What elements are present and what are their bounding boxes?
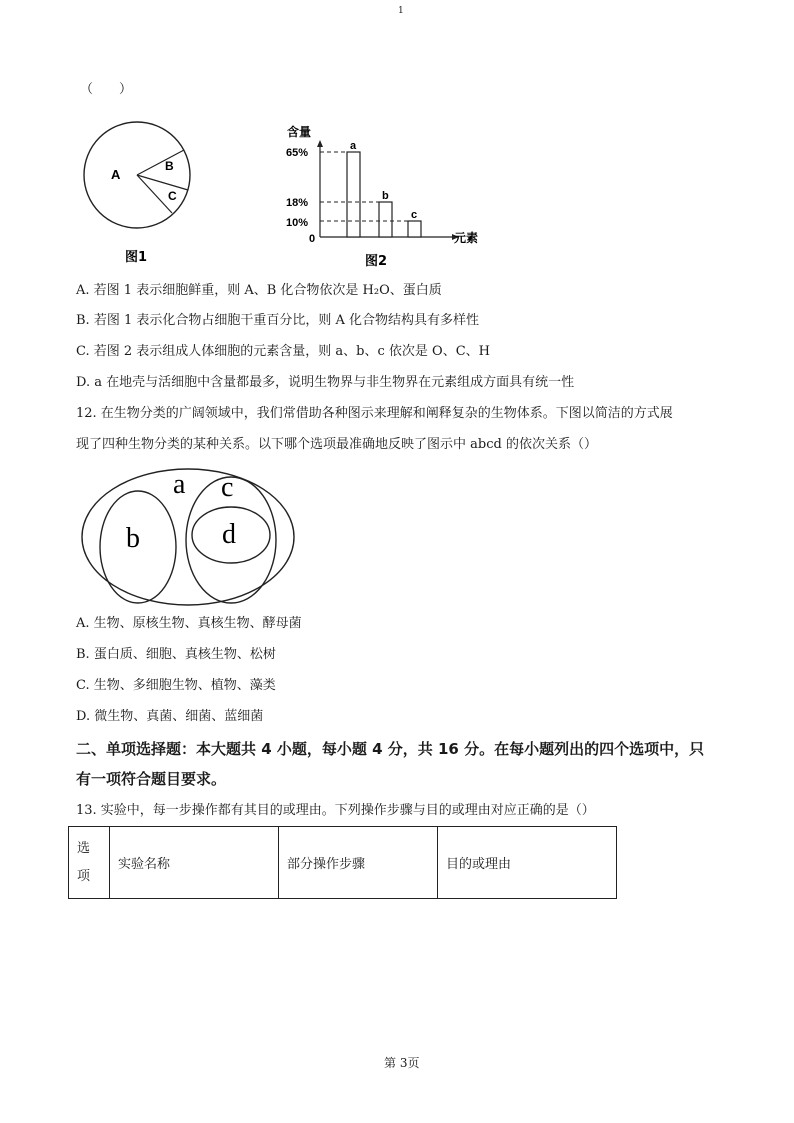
option-text: 若图 1 表示细胞鲜重，则 A、B 化合物依次是 H₂O、蛋白质 [93,283,442,298]
pie-label-b: B [165,159,174,173]
option-label: C. [76,344,90,359]
option-label: D. [76,709,91,724]
chart-ylabel: 含量 [287,125,312,139]
bar-label-c: c [411,209,418,221]
header-cell-steps: 部分操作步骤 [279,827,438,899]
q11-option-a [76,282,442,300]
option-text: 蛋白质、细胞、真核生物、松树 [93,647,276,662]
option-label: A. [76,283,90,298]
header-cell-option [69,827,110,899]
q12-option-b [76,646,276,664]
q12-stem-line1: 12. 在生物分类的广阔领域中，我们常借助各种图示来理解和阐释复杂的生物体系。下图以简洁的方式展 [76,406,673,421]
page-number: 第 3页 [384,1056,420,1070]
pie-sector-line-1 [137,150,184,175]
q13-table [68,826,617,899]
chart-xlabel: 元素 [454,231,479,245]
option-text: 微生物、真菌、细菌、蓝细菌 [94,709,264,724]
bar-c [408,221,421,237]
option-text: 若图 1 表示化合物占细胞干重百分比，则 A 化合物结构具有多样性 [93,313,480,328]
q11-option-d [76,374,574,392]
bar-a [347,152,360,237]
option-label: B. [76,313,90,328]
pie-label-a: A [111,167,121,182]
venn-label-b: b [126,523,140,554]
figure2-bar-chart [282,122,492,270]
section2-heading-line2: 有一项符合题目要求。 [76,770,227,788]
bar-label-b: b [382,190,389,202]
q13-stem: 13. 实验中，每一步操作都有其目的或理由。下列操作步骤与目的或理由对应正确的是（） [76,803,595,818]
venn-label-a: a [173,469,186,500]
option-text: 生物、多细胞生物、植物、藻类 [93,678,276,693]
y-axis-arrow [317,140,323,147]
q11-option-c [76,343,490,361]
option-text: 生物、原核生物、真核生物、酵母菌 [93,616,302,631]
bar-b [379,202,392,237]
figure2-caption: 图2 [365,254,388,269]
tick-10: 10% [286,217,309,229]
tick-18: 18% [286,197,309,209]
section2-heading-line1: 二、单项选择题：本大题共 4 小题，每小题 4 分，共 16 分。在每小题列出的四个选项中，只 [76,740,705,758]
page-top-mark: 1 [398,6,404,16]
q12-option-a [76,615,302,633]
q12-option-d [76,708,263,726]
q11-option-b [76,312,479,330]
tick-65: 65% [286,147,309,159]
q12-stem-line2: 现了四种生物分类的某种关系。以下哪个选项最准确地反映了图示中 abcd 的依次关系（） [76,437,597,452]
option-label: C. [76,678,90,693]
answer-blank: （ ） [80,82,133,97]
option-text: 若图 2 表示组成人体细胞的元素含量，则 a、b、c 依次是 O、C、H [93,344,490,359]
header-cell-purpose: 目的或理由 [438,827,617,899]
header-option-bottom: 项 [77,868,91,884]
venn-label-c: c [221,472,234,503]
pie-label-c: C [168,189,177,203]
option-label: A. [76,616,90,631]
q12-venn-diagram [78,465,300,611]
q12-option-c [76,677,276,695]
tick-0: 0 [309,233,316,245]
figure1-pie [74,120,214,270]
option-label: D. [76,375,91,390]
header-cell-experiment: 实验名称 [110,827,279,899]
bar-label-a: a [350,140,357,152]
header-option-top: 选 [77,840,91,856]
figure1-caption: 图1 [125,250,148,265]
table-header-row [69,827,617,899]
option-label: B. [76,647,90,662]
option-text: a 在地壳与活细胞中含量都最多，说明生物界与非生物界在元素组成方面具有统一性 [94,375,575,390]
venn-label-d: d [222,519,236,550]
